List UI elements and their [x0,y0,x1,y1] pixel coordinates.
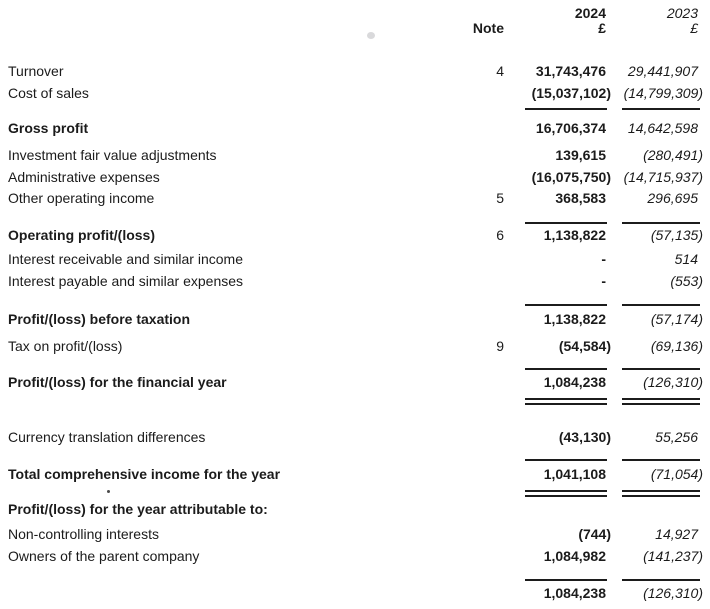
double-rule [622,398,700,405]
value-2023: 514 [674,251,698,267]
column-header-note: Note [472,20,504,36]
row-label: Currency translation differences [8,429,206,445]
subtotal-rule [622,222,700,224]
table-row-operating-profit [0,228,710,244]
value-2023: (57,174) [650,311,703,327]
row-label: Operating profit/(loss) [8,227,155,243]
row-label: Gross profit [8,120,89,136]
value-2023: 296,695 [647,190,698,206]
value-2023: (126,310) [643,585,703,601]
value-2024: (16,075,750) [531,169,611,185]
value-2023: 29,441,907 [627,63,698,79]
value-2024: 139,615 [555,147,606,163]
note-value: 5 [496,190,504,206]
value-2024: 1,084,238 [543,585,606,601]
double-rule [622,490,700,497]
table-row-profit-before-taxation [0,312,710,328]
table-row-investment-fair-value [0,148,710,164]
value-2024: 1,084,982 [543,548,606,564]
column-header-year-2023: 2023 [666,5,698,21]
subtotal-rule [622,108,700,110]
subtotal-rule [525,304,607,306]
value-2024: (744) [578,526,611,542]
double-rule [525,490,607,497]
table-row-administrative-expenses [0,170,710,186]
value-2023: (280,491) [643,147,703,163]
row-label: Owners of the parent company [8,548,200,564]
value-2024: 16,706,374 [535,120,606,136]
double-rule [525,398,607,405]
value-2024: (54,584) [558,338,611,354]
note-value: 9 [496,338,504,354]
value-2024: 1,084,238 [543,374,606,390]
value-2023: (141,237) [643,548,703,564]
value-2024: - [601,273,606,289]
currency-header-row [0,21,710,37]
value-2023: (57,135) [650,227,703,243]
value-2024: 1,041,108 [543,466,606,482]
value-2024: - [601,251,606,267]
subtotal-rule [622,304,700,306]
table-row-attributable-heading [0,502,710,518]
table-row-attributable-total [0,586,710,602]
row-label: Profit/(loss) before taxation [8,311,191,327]
row-label: Administrative expenses [8,169,160,185]
value-2024: (43,130) [558,429,611,445]
table-row-total-comprehensive-income [0,467,710,483]
row-label: Cost of sales [8,85,89,101]
total-rule [525,459,607,461]
note-value: 6 [496,227,504,243]
value-2023: (553) [670,273,703,289]
row-label: Interest receivable and similar income [8,251,243,267]
table-row-interest-payable [0,274,710,290]
value-2023: (14,799,309) [623,85,703,101]
column-header-year-2024: 2024 [574,5,606,21]
column-header-currency-2023: £ [690,20,698,36]
table-row-other-operating-income [0,191,710,207]
table-row-profit-for-year [0,375,710,391]
row-label: Investment fair value adjustments [8,147,217,163]
value-2023: (14,715,937) [623,169,703,185]
value-2023: (71,054) [650,466,703,482]
table-row-currency-translation [0,430,710,446]
scan-artifact [367,32,375,39]
total-rule [525,579,607,581]
row-label: Tax on profit/(loss) [8,338,123,354]
subtotal-rule [525,108,607,110]
row-label: Turnover [8,63,64,79]
row-label: Other operating income [8,190,155,206]
table-row-tax [0,339,710,355]
value-2023: 55,256 [655,429,698,445]
value-2024: 1,138,822 [543,311,606,327]
total-rule [622,368,700,370]
table-row-gross-profit [0,121,710,137]
value-2024: (15,037,102) [531,85,611,101]
value-2023: 14,927 [655,526,698,542]
value-2023: 14,642,598 [627,120,698,136]
row-label: Total comprehensive income for the year [8,466,281,482]
total-rule [622,459,700,461]
row-label: Interest payable and similar expenses [8,273,244,289]
row-label: Profit/(loss) for the year attributable to: [8,501,268,517]
column-header-currency-2024: £ [598,20,606,36]
table-row-cost-of-sales [0,86,710,102]
value-2023: (69,136) [650,338,703,354]
value-2024: 1,138,822 [543,227,606,243]
total-rule [525,368,607,370]
total-rule [622,579,700,581]
row-label: Non-controlling interests [8,526,159,542]
row-label: Profit/(loss) for the financial year [8,374,227,390]
scan-artifact [107,490,110,493]
table-row-non-controlling-interests [0,527,710,543]
table-row-owners-of-parent [0,549,710,565]
subtotal-rule [525,222,607,224]
value-2024: 31,743,476 [535,63,606,79]
value-2023: (126,310) [643,374,703,390]
table-row-turnover [0,64,710,80]
table-row-interest-receivable [0,252,710,268]
note-value: 4 [496,63,504,79]
value-2024: 368,583 [555,190,606,206]
